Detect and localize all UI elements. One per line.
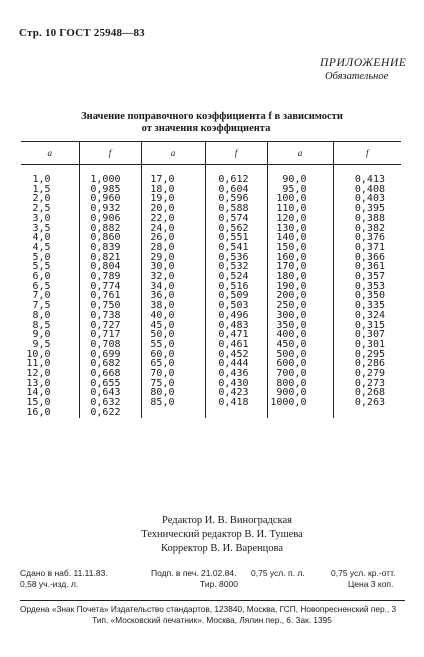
table-row (21, 388, 401, 398)
cell-f: 0,708 (79, 340, 141, 350)
cell-f: 0,882 (79, 224, 141, 234)
header-a-3: a (267, 142, 333, 165)
table-row (21, 321, 401, 331)
cell-a: 7,5 (32, 300, 51, 312)
table-row (21, 340, 401, 350)
cell-f: 0,655 (79, 379, 141, 389)
cell-a: 29,0 (141, 253, 205, 263)
cell-a: 1,5 (32, 183, 51, 195)
table-row (21, 359, 401, 369)
cell-f: 0,668 (79, 369, 141, 379)
header-a-2: a (141, 142, 205, 165)
cell-f: 0,395 (333, 204, 401, 214)
table-row (21, 204, 401, 214)
cell-f: 0,727 (79, 321, 141, 331)
cell-a: 800,0 (267, 379, 333, 389)
header-a-1: a (21, 142, 79, 165)
cell-f: 0,509 (205, 291, 267, 301)
cell-f: 0,436 (205, 369, 267, 379)
cell-a: 55,0 (141, 340, 205, 350)
editor-credit: Редактор И. В. Виноградская (162, 515, 292, 526)
table-row (21, 350, 401, 360)
cell-f: 0,295 (333, 350, 401, 360)
cell-f: 0,263 (333, 398, 401, 408)
cell-a: 17,0 (141, 165, 205, 185)
cell-f: 0,761 (79, 291, 141, 301)
table-row (21, 398, 401, 408)
cell-a: 9,5 (32, 338, 51, 350)
cell-f: 0,418 (205, 398, 267, 408)
cell-a: 170,0 (267, 262, 333, 272)
cell-f: 0,388 (333, 214, 401, 224)
cell-a: 60,0 (141, 350, 205, 360)
table-row (21, 379, 401, 389)
cell-a: 1000,0 (267, 398, 333, 408)
table-row (21, 369, 401, 379)
table-title-line2-text: от значения коэффициента (141, 123, 271, 134)
cell-f: 0,496 (205, 311, 267, 321)
header-f-3: f (333, 142, 401, 165)
cell-a: 30,0 (141, 262, 205, 272)
table-row (21, 165, 401, 185)
cell-f: 0,774 (79, 282, 141, 292)
corrector-credit: Корректор В. И. Варенцова (160, 543, 284, 554)
cell-a: 20,0 (141, 204, 205, 214)
cell-a: 1,0 (32, 174, 51, 185)
table-row (21, 311, 401, 321)
cell-a: 120,0 (267, 214, 333, 224)
cell-a: 36,0 (141, 291, 205, 301)
cell-f: 0,699 (79, 350, 141, 360)
table-row (21, 185, 401, 195)
appendix-title: ПРИЛОЖЕНИЕ (320, 57, 407, 69)
cell-a: 160,0 (267, 253, 333, 263)
table-title-line2 (0, 123, 424, 134)
cell-a: 8,5 (32, 319, 51, 331)
cell-f: 0,551 (205, 233, 267, 243)
header-f-2: f (205, 142, 267, 165)
cell-f (333, 408, 401, 418)
cell-a: 7,0 (32, 290, 51, 302)
cell-f: 0,376 (333, 233, 401, 243)
cell-a: 140,0 (267, 233, 333, 243)
page-header: Стр. 10 ГОСТ 25948—83 (19, 27, 145, 39)
cell-f: 0,357 (333, 272, 401, 282)
table-row (21, 291, 401, 301)
cell-f: 0,804 (79, 262, 141, 272)
cell-a: 10,0 (26, 348, 51, 360)
cell-f: 0,516 (205, 282, 267, 292)
cell-a: 65,0 (141, 359, 205, 369)
cell-a: 75,0 (141, 379, 205, 389)
table-row (21, 194, 401, 204)
cell-f (205, 408, 267, 418)
cell-a: 38,0 (141, 301, 205, 311)
cell-f: 0,471 (205, 330, 267, 340)
cell-a: 18,0 (141, 185, 205, 195)
cell-a: 350,0 (267, 321, 333, 331)
cell-f: 0,324 (333, 311, 401, 321)
cell-f: 0,839 (79, 243, 141, 253)
cell-f: 0,536 (205, 253, 267, 263)
cell-a: 150,0 (267, 243, 333, 253)
cell-a: 50,0 (141, 330, 205, 340)
cell-a: 6,0 (32, 271, 51, 283)
cell-a (267, 408, 333, 418)
cell-a: 11,0 (26, 358, 51, 370)
cell-a: 110,0 (267, 204, 333, 214)
cell-a: 85,0 (141, 398, 205, 408)
imprint-divider (20, 600, 405, 601)
cell-a: 26,0 (141, 233, 205, 243)
cell-f: 0,738 (79, 311, 141, 321)
cell-a: 300,0 (267, 311, 333, 321)
cell-f: 0,574 (205, 214, 267, 224)
cell-a: 34,0 (141, 282, 205, 292)
cell-f: 0,279 (333, 369, 401, 379)
cell-a: 250,0 (267, 301, 333, 311)
cell-f: 0,286 (333, 359, 401, 369)
cell-f: 0,413 (333, 165, 401, 185)
table-row (21, 408, 401, 418)
cell-f: 0,371 (333, 243, 401, 253)
cell-a: 190,0 (267, 282, 333, 292)
cell-a: 14,0 (26, 387, 51, 399)
cell-f: 1,000 (79, 165, 141, 185)
cell-f: 0,750 (79, 301, 141, 311)
cell-f: 0,524 (205, 272, 267, 282)
cell-a: 180,0 (267, 272, 333, 282)
table-row (21, 330, 401, 340)
imprint-signed: Подп. в печ. 21.02.84. (151, 568, 237, 578)
cell-f: 0,366 (333, 253, 401, 263)
cell-a: 450,0 (267, 340, 333, 350)
cell-f: 0,335 (333, 301, 401, 311)
cell-a: 900,0 (267, 388, 333, 398)
cell-f: 0,444 (205, 359, 267, 369)
imprint-publisher-line1: Ордена «Знак Почета» Издательство стандартов, 123840, Москва, ГСП, Новопресненский пер., 3 (20, 604, 397, 614)
cell-f: 0,717 (79, 330, 141, 340)
cell-a: 200,0 (267, 291, 333, 301)
cell-a: 32,0 (141, 272, 205, 282)
table-row (21, 243, 401, 253)
cell-a: 22,0 (141, 214, 205, 224)
imprint-publisher-line2: Тип. «Московский печатник». Москва, Лялин пер., 6. Зак. 1395 (92, 615, 332, 625)
cell-a: 90,0 (267, 165, 333, 185)
cell-f: 0,632 (79, 398, 141, 408)
cell-a: 15,0 (26, 397, 51, 409)
cell-a: 8,0 (32, 309, 51, 321)
cell-f: 0,541 (205, 243, 267, 253)
table-body (21, 165, 401, 418)
cell-f: 0,273 (333, 379, 401, 389)
imprint-print-sheets2: 0,75 усл. кр.-отт. (331, 568, 396, 578)
cell-f: 0,588 (205, 204, 267, 214)
cell-a: 2,0 (32, 193, 51, 205)
cell-a: 19,0 (141, 194, 205, 204)
table-row (21, 233, 401, 243)
cell-f: 0,562 (205, 224, 267, 234)
tech-editor-credit: Технический редактор В. И. Тушева (141, 529, 303, 540)
table-row (21, 272, 401, 282)
cell-a: 2,5 (32, 203, 51, 215)
cell-f: 0,452 (205, 350, 267, 360)
cell-a: 16,0 (26, 406, 51, 418)
cell-f: 0,643 (79, 388, 141, 398)
cell-f: 0,353 (333, 282, 401, 292)
cell-a: 9,0 (32, 329, 51, 341)
cell-a: 5,5 (32, 261, 51, 273)
table-row (21, 214, 401, 224)
imprint-circulation: Тир. 8000 (200, 579, 238, 589)
cell-f: 0,860 (79, 233, 141, 243)
cell-f: 0,307 (333, 330, 401, 340)
cell-f: 0,906 (79, 214, 141, 224)
table-title-line1: Значение поправочного коэффициента f в зависимости (81, 111, 343, 122)
table-row (21, 301, 401, 311)
cell-f: 0,821 (79, 253, 141, 263)
imprint-price: Цена 3 коп. (348, 579, 394, 589)
cell-a: 4,0 (32, 232, 51, 244)
cell-f: 0,503 (205, 301, 267, 311)
cell-a: 24,0 (141, 224, 205, 234)
imprint-print-sheets: 0,75 усл. п. л. (251, 568, 305, 578)
cell-a: 13,0 (26, 377, 51, 389)
table-header-row (21, 142, 401, 165)
cell-a: 28,0 (141, 243, 205, 253)
cell-f: 0,350 (333, 291, 401, 301)
cell-a (141, 408, 205, 418)
table-row (21, 253, 401, 263)
table-row (21, 282, 401, 292)
cell-a: 700,0 (267, 369, 333, 379)
cell-a: 6,5 (32, 280, 51, 292)
cell-f: 0,268 (333, 388, 401, 398)
imprint-submitted: Сдано в наб. 11.11.83. (20, 568, 108, 578)
cell-a: 4,5 (32, 241, 51, 253)
table-row (21, 262, 401, 272)
cell-a: 3,0 (32, 212, 51, 224)
cell-f: 0,483 (205, 321, 267, 331)
cell-f: 0,423 (205, 388, 267, 398)
cell-f: 0,382 (333, 224, 401, 234)
cell-f: 0,604 (205, 185, 267, 195)
cell-f: 0,408 (333, 185, 401, 195)
cell-f: 0,682 (79, 359, 141, 369)
cell-a: 12,0 (26, 368, 51, 380)
cell-f: 0,461 (205, 340, 267, 350)
cell-f: 0,612 (205, 165, 267, 185)
cell-f: 0,789 (79, 272, 141, 282)
cell-a: 95,0 (267, 185, 333, 195)
imprint-publ-sheets: 0,58 уч.-изд. л. (20, 579, 79, 589)
cell-f: 0,361 (333, 262, 401, 272)
cell-f: 0,622 (79, 408, 141, 418)
cell-a: 70,0 (141, 369, 205, 379)
cell-f: 0,532 (205, 262, 267, 272)
cell-f: 0,932 (79, 204, 141, 214)
appendix-subtitle: Обязательное (325, 71, 389, 82)
cell-a: 5,0 (32, 251, 51, 263)
cell-f: 0,596 (205, 194, 267, 204)
cell-a: 130,0 (267, 224, 333, 234)
cell-a: 400,0 (267, 330, 333, 340)
table-row (21, 224, 401, 234)
cell-f: 0,960 (79, 194, 141, 204)
cell-f: 0,315 (333, 321, 401, 331)
header-f-1: f (79, 142, 141, 165)
cell-f: 0,985 (79, 185, 141, 195)
cell-f: 0,301 (333, 340, 401, 350)
cell-a: 40,0 (141, 311, 205, 321)
cell-a: 500,0 (267, 350, 333, 360)
cell-a: 45,0 (141, 321, 205, 331)
cell-f: 0,430 (205, 379, 267, 389)
correction-coefficient-table (21, 141, 401, 418)
cell-f: 0,403 (333, 194, 401, 204)
cell-a: 80,0 (141, 388, 205, 398)
cell-a: 3,5 (32, 222, 51, 234)
cell-a: 100,0 (267, 194, 333, 204)
cell-a: 600,0 (267, 359, 333, 369)
